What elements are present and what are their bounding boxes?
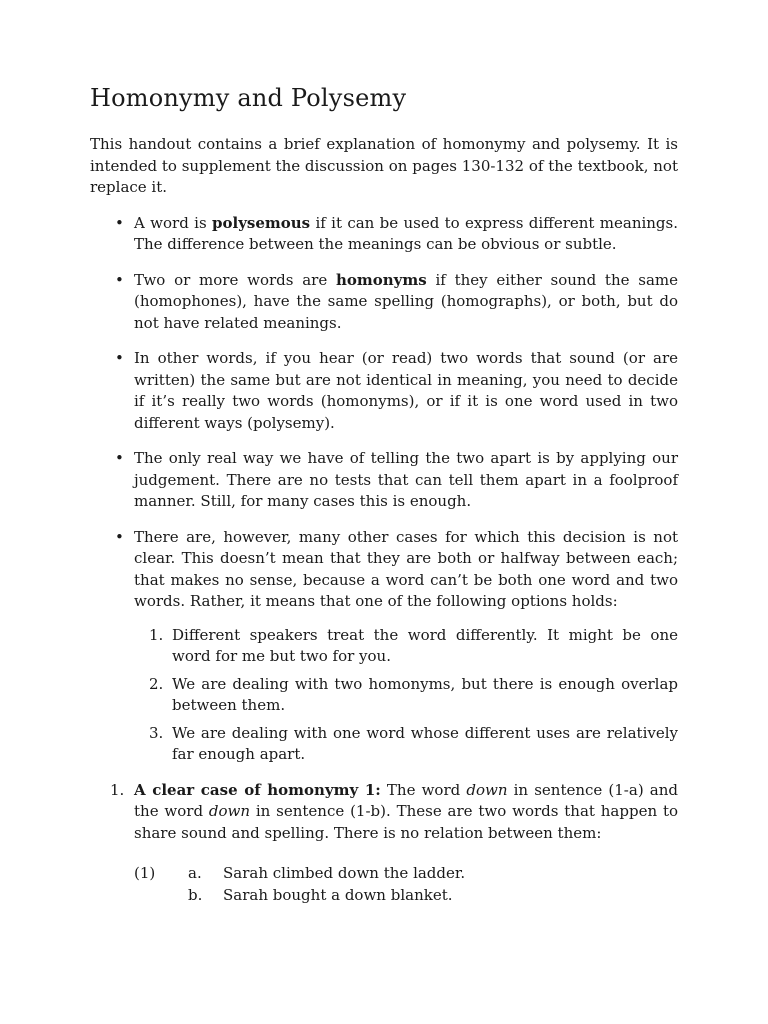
bullet-icon: •	[115, 527, 124, 546]
term-homonyms: homonyms	[335, 270, 427, 289]
case-number: 1.	[110, 780, 125, 799]
item-text: There are, however, many other cases for which this decision is not clear. This doesn’t mean that they are both or halfway between each; that makes no sense, because a word can’t be both one word and two words. Rather, it means that one of the following options holds:	[134, 527, 678, 610]
example-block	[134, 862, 678, 906]
list-item-other-words	[115, 348, 678, 434]
term-polysemous: polysemous	[212, 213, 311, 232]
example-row-b	[134, 884, 678, 906]
option-number: 2.	[149, 674, 164, 693]
item-text-pre: A word is	[134, 213, 212, 232]
option-item	[149, 723, 678, 766]
example-label: (1)	[134, 864, 156, 882]
item-text-pre: Two or more words are	[134, 270, 336, 289]
bullet-icon: •	[115, 270, 124, 289]
list-item-polysemous	[115, 213, 679, 256]
bullet-icon: •	[115, 449, 124, 467]
example-sentence: Sarah bought a down blanket.	[223, 886, 453, 904]
list-item-homonyms	[115, 270, 679, 335]
case-word-down-1: down	[466, 780, 508, 799]
definition-list	[90, 213, 678, 766]
example-sentence: Sarah climbed down the ladder.	[223, 864, 466, 882]
bullet-icon: •	[115, 349, 124, 367]
case-text-seg1: The word	[380, 780, 467, 799]
document-page	[90, 82, 678, 906]
option-item	[149, 625, 678, 668]
case-word-down-2: down	[208, 802, 251, 820]
list-item-unclear-cases	[115, 527, 678, 766]
case-text-seg3: in sentence (1-b). These are two words that happen to share sound and spelling. There is no relation between them:	[134, 802, 679, 842]
option-item	[149, 674, 678, 717]
item-text: In other words, if you hear (or read) two words that sound (or are written) the same but are not identical in meaning, you need to decide if it’s really two words (homonyms), or if it is one word used in two different ways (polysemy).	[134, 349, 678, 432]
option-text: Different speakers treat the word differently. It might be one word for me but two for you.	[172, 625, 678, 665]
bullet-icon: •	[115, 213, 124, 232]
example-row-a	[134, 862, 678, 884]
example-letter: a.	[188, 864, 202, 882]
page-title: Homonymy and Polysemy	[90, 84, 407, 112]
option-number: 3.	[149, 723, 164, 742]
option-text: We are dealing with two homonyms, but there is enough overlap between them.	[172, 674, 678, 714]
case-text-seg2: in sentence (1-a) and the word	[134, 780, 678, 820]
option-text: We are dealing with one word whose different uses are relatively far enough apart.	[172, 723, 678, 763]
example-letter: b.	[188, 886, 203, 904]
item-text: The only real way we have of telling the two apart is by applying our judgement. There are no tests that can tell them apart in a foolproof manner. Still, for many cases this is enough.	[134, 449, 678, 510]
option-number: 1.	[149, 625, 164, 644]
case-heading: A clear case of homonymy 1:	[134, 780, 381, 799]
item-text-post: if they either sound the same (homophones), have the same spelling (homographs), or both, but do not have related meanings.	[134, 270, 679, 332]
item-text-post: if it can be used to express different meanings. The difference between the meanings can be obvious or subtle.	[134, 213, 679, 253]
intro-paragraph: This handout contains a brief explanation of homonymy and polysemy. It is intended to supplement the discussion on pages 130-132 of the textbook, not replace it.	[90, 135, 678, 196]
options-list	[134, 625, 678, 766]
case-homonymy-1	[90, 780, 678, 845]
list-item-telling-apart	[115, 448, 678, 513]
